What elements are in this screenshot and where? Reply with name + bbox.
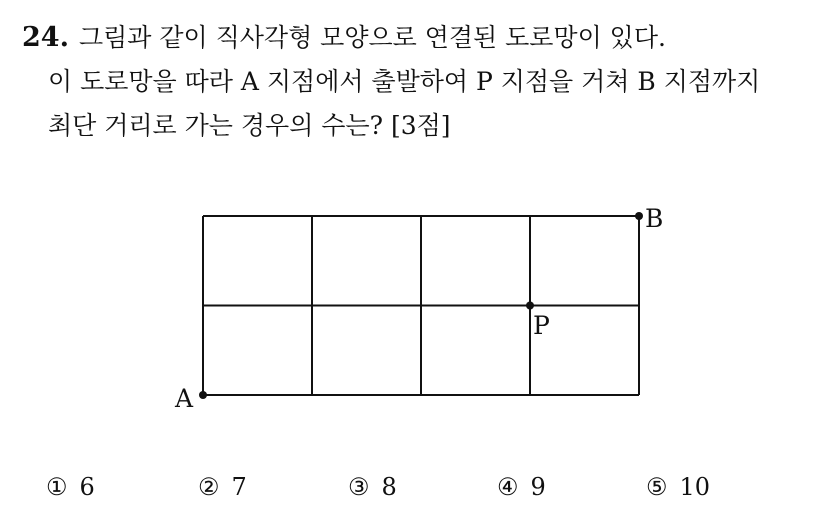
choice-2-mark: ② (198, 473, 220, 501)
choice-4[interactable] (497, 470, 546, 504)
point-p-label: P (533, 311, 550, 340)
answer-choices (46, 470, 806, 504)
choice-3[interactable] (348, 470, 397, 504)
choice-5[interactable] (646, 470, 710, 504)
question-line-3: 최단 거리로 가는 경우의 수는? [3점] (48, 111, 451, 140)
choice-1-mark: ① (46, 473, 68, 501)
choice-5-mark: ⑤ (646, 473, 668, 501)
grid-points (199, 212, 643, 399)
choice-1-value: 6 (79, 473, 95, 501)
question-block (22, 16, 802, 148)
road-grid (203, 216, 639, 395)
point-b-label: B (645, 204, 664, 233)
choice-3-value: 8 (381, 473, 397, 501)
point-a-dot (199, 391, 207, 399)
choice-4-value: 9 (530, 473, 546, 501)
question-line-1 (22, 16, 802, 60)
question-number: 24. (22, 22, 69, 53)
point-a-label: A (175, 384, 194, 413)
question-line-2: 이 도로망을 따라 A 지점에서 출발하여 P 지점을 거쳐 B 지점까지 (48, 67, 761, 96)
choice-2[interactable] (198, 470, 247, 504)
point-p-dot (526, 302, 534, 310)
question-text-1: 그림과 같이 직사각형 모양으로 연결된 도로망이 있다. (78, 23, 666, 52)
choice-4-mark: ④ (497, 473, 519, 501)
choice-3-mark: ③ (348, 473, 370, 501)
point-b-dot (635, 212, 643, 220)
choice-1[interactable] (46, 470, 95, 504)
choice-5-value: 10 (679, 473, 711, 501)
choice-2-value: 7 (231, 473, 247, 501)
